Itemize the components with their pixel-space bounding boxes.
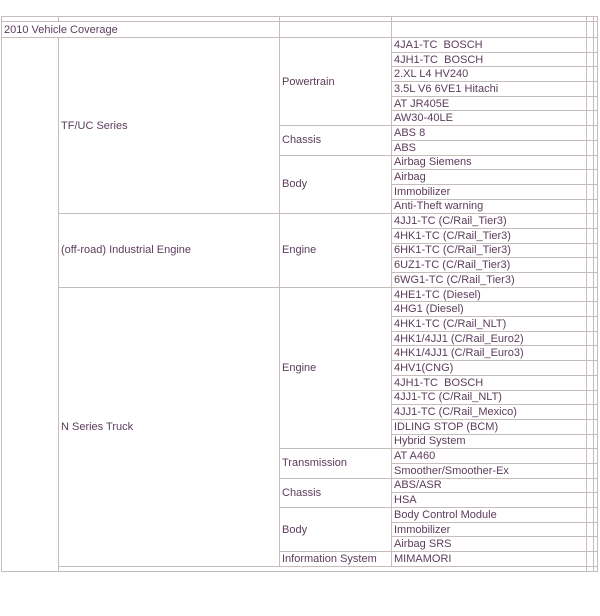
- spacer-cell: [59, 566, 587, 571]
- spacer-cell: [594, 552, 598, 567]
- bottom-spacer-row: [2, 566, 598, 571]
- spacer-cell: [594, 228, 598, 243]
- empty-header-cell: [280, 22, 392, 38]
- item-cell: 4JJ1-TC (C/Rail_NLT): [392, 390, 587, 405]
- item-cell: IDLING STOP (BCM): [392, 419, 587, 434]
- category-cell: Body: [280, 155, 392, 214]
- spacer-cell: [587, 302, 594, 317]
- spacer-cell: [594, 390, 598, 405]
- spacer-cell: [587, 96, 594, 111]
- spacer-cell: [594, 317, 598, 332]
- item-cell: ABS: [392, 140, 587, 155]
- spacer-cell: [594, 199, 598, 214]
- spacer-cell: [587, 537, 594, 552]
- item-cell: 4JJ1-TC (C/Rail_Tier3): [392, 214, 587, 229]
- spacer-cell: [587, 199, 594, 214]
- item-cell: Body Control Module: [392, 508, 587, 523]
- vehicle-coverage-table: [1, 16, 598, 572]
- spacer-cell: [587, 478, 594, 493]
- series-cell: TF/UC Series: [59, 38, 280, 214]
- spacer-cell: [587, 552, 594, 567]
- category-cell: Engine: [280, 214, 392, 287]
- item-cell: AT JR405E: [392, 96, 587, 111]
- spacer-cell: [594, 375, 598, 390]
- spacer-cell: [594, 434, 598, 449]
- spacer-cell: [587, 566, 594, 571]
- spacer-cell: [594, 184, 598, 199]
- item-cell: 4HK1/4JJ1 (C/Rail_Euro2): [392, 331, 587, 346]
- spacer-cell: [594, 52, 598, 67]
- empty-header-cell: [392, 22, 587, 38]
- spacer-cell: [587, 273, 594, 288]
- item-cell: 2.XL L4 HV240: [392, 67, 587, 82]
- spacer-cell: [587, 170, 594, 185]
- spacer-cell: [587, 155, 594, 170]
- item-cell: 4HK1-TC (C/Rail_NLT): [392, 317, 587, 332]
- item-cell: 6UZ1-TC (C/Rail_Tier3): [392, 258, 587, 273]
- spacer-cell: [587, 346, 594, 361]
- item-cell: 4JJ1-TC (C/Rail_Mexico): [392, 405, 587, 420]
- spacer-cell: [594, 22, 598, 38]
- coverage-row: [2, 38, 598, 53]
- spacer-cell: [587, 38, 594, 53]
- spacer-cell: [594, 302, 598, 317]
- item-cell: HSA: [392, 493, 587, 508]
- spacer-cell: [594, 478, 598, 493]
- item-cell: ABS/ASR: [392, 478, 587, 493]
- item-cell: 6HK1-TC (C/Rail_Tier3): [392, 243, 587, 258]
- item-cell: 6WG1-TC (C/Rail_Tier3): [392, 273, 587, 288]
- item-cell: 4HE1-TC (Diesel): [392, 287, 587, 302]
- item-cell: 4JH1-TC BOSCH: [392, 375, 587, 390]
- left-margin-cell: [2, 38, 59, 572]
- spacer-cell: [594, 214, 598, 229]
- item-cell: 4HK1-TC (C/Rail_Tier3): [392, 228, 587, 243]
- spacer-cell: [594, 346, 598, 361]
- spacer-cell: [594, 82, 598, 97]
- category-cell: Chassis: [280, 126, 392, 155]
- spacer-cell: [594, 508, 598, 523]
- spacer-cell: [587, 331, 594, 346]
- spacer-cell: [587, 405, 594, 420]
- spacer-cell: [587, 463, 594, 478]
- spacer-cell: [587, 419, 594, 434]
- spacer-cell: [587, 67, 594, 82]
- title-row: [2, 22, 598, 38]
- spacer-cell: [587, 214, 594, 229]
- item-cell: 4HG1 (Diesel): [392, 302, 587, 317]
- category-cell: Body: [280, 508, 392, 552]
- spacer-cell: [594, 170, 598, 185]
- series-cell: (off-road) Industrial Engine: [59, 214, 280, 287]
- spacer-cell: [587, 361, 594, 376]
- spacer-cell: [594, 493, 598, 508]
- spacer-cell: [594, 361, 598, 376]
- spacer-cell: [587, 287, 594, 302]
- spacer-cell: [587, 508, 594, 523]
- spacer-cell: [594, 243, 598, 258]
- spacer-cell: [587, 375, 594, 390]
- spacer-cell: [594, 96, 598, 111]
- spacer-cell: [587, 22, 594, 38]
- spacer-cell: [587, 126, 594, 141]
- coverage-row: [2, 214, 598, 229]
- spacer-cell: [594, 140, 598, 155]
- spacer-cell: [587, 82, 594, 97]
- spacer-cell: [594, 522, 598, 537]
- spacer-cell: [594, 67, 598, 82]
- category-cell: Engine: [280, 287, 392, 449]
- spacer-cell: [587, 184, 594, 199]
- spacer-cell: [594, 405, 598, 420]
- item-cell: ABS 8: [392, 126, 587, 141]
- spacer-cell: [594, 537, 598, 552]
- spacer-cell: [594, 463, 598, 478]
- spacer-cell: [587, 449, 594, 464]
- spacer-cell: [587, 111, 594, 126]
- series-cell: N Series Truck: [59, 287, 280, 566]
- spacer-cell: [594, 38, 598, 53]
- spacer-cell: [594, 287, 598, 302]
- item-cell: 4JA1-TC BOSCH: [392, 38, 587, 53]
- spacer-cell: [587, 243, 594, 258]
- item-cell: 3.5L V6 6VE1 Hitachi: [392, 82, 587, 97]
- item-cell: AT A460: [392, 449, 587, 464]
- category-cell: Powertrain: [280, 38, 392, 126]
- spacer-cell: [594, 126, 598, 141]
- spacer-cell: [587, 390, 594, 405]
- spacer-cell: [594, 566, 598, 571]
- spacer-cell: [587, 52, 594, 67]
- category-cell: Chassis: [280, 478, 392, 507]
- item-cell: Airbag SRS: [392, 537, 587, 552]
- table-title: 2010 Vehicle Coverage: [2, 22, 280, 38]
- spacer-cell: [594, 419, 598, 434]
- item-cell: AW30-40LE: [392, 111, 587, 126]
- item-cell: 4JH1-TC BOSCH: [392, 52, 587, 67]
- item-cell: Airbag Siemens: [392, 155, 587, 170]
- spacer-cell: [587, 317, 594, 332]
- spacer-cell: [587, 228, 594, 243]
- spacer-cell: [594, 331, 598, 346]
- item-cell: Smoother/Smoother-Ex: [392, 463, 587, 478]
- spacer-cell: [587, 140, 594, 155]
- spacer-cell: [594, 273, 598, 288]
- spacer-cell: [594, 449, 598, 464]
- item-cell: Immobilizer: [392, 184, 587, 199]
- item-cell: Airbag: [392, 170, 587, 185]
- category-cell: Information System: [280, 552, 392, 567]
- category-cell: Transmission: [280, 449, 392, 478]
- item-cell: Immobilizer: [392, 522, 587, 537]
- spacer-cell: [587, 522, 594, 537]
- spacer-cell: [587, 434, 594, 449]
- spacer-cell: [587, 258, 594, 273]
- coverage-row: [2, 287, 598, 302]
- item-cell: MIMAMORI: [392, 552, 587, 567]
- item-cell: 4HV1(CNG): [392, 361, 587, 376]
- item-cell: Anti-Theft warning: [392, 199, 587, 214]
- item-cell: Hybrid System: [392, 434, 587, 449]
- spacer-cell: [587, 493, 594, 508]
- spacer-cell: [594, 111, 598, 126]
- item-cell: 4HK1/4JJ1 (C/Rail_Euro3): [392, 346, 587, 361]
- spacer-cell: [594, 155, 598, 170]
- spacer-cell: [594, 258, 598, 273]
